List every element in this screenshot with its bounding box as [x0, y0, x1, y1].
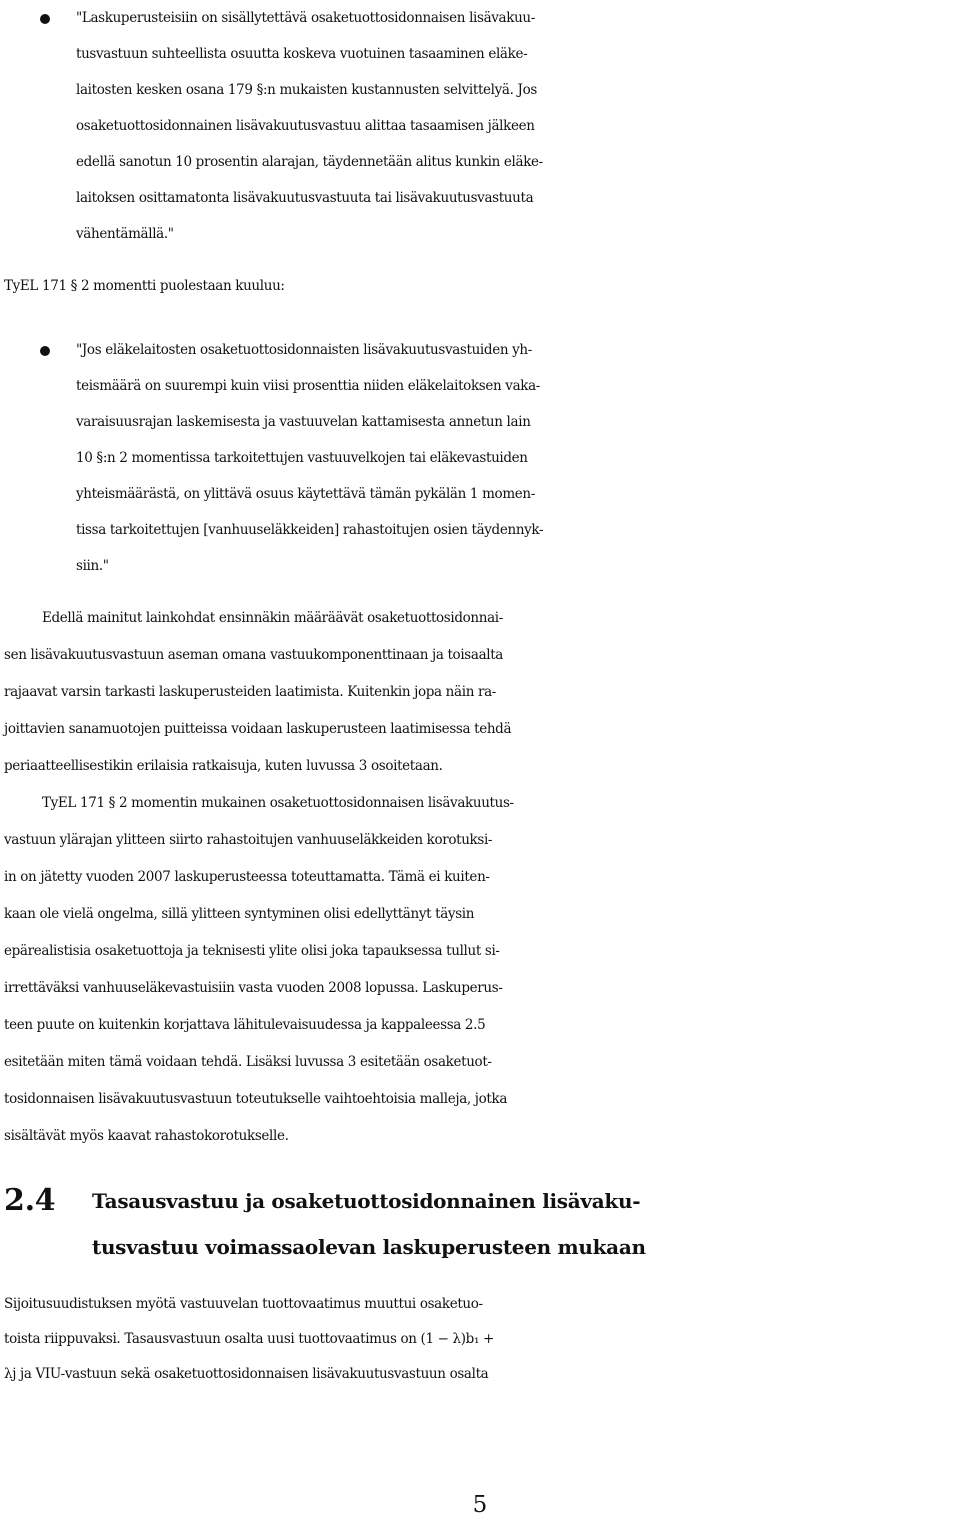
bullet2-line: "Jos eläkelaitosten osaketuottosidonnaisten lisävakuutusvastuiden yh- [76, 342, 532, 358]
bullet2-line: 10 §:n 2 momentissa tarkoitettujen vastuuvelkojen tai eläkevastuiden [76, 450, 528, 466]
bullet1-line: osaketuottosidonnainen lisävakuutusvastuu alittaa tasaamisen jälkeen [76, 118, 535, 134]
page-number: 5 [472, 1492, 488, 1518]
paragraph2-line: tosidonnaisen lisävakuutusvastuun toteutukselle vaihtoehtoisia malleja, jotka [4, 1091, 508, 1107]
bullet2-line: tissa tarkoitettujen [vanhuuseläkkeiden] rahastoitujen osien täydennyk- [76, 522, 544, 538]
paragraph2-line: kaan ole vielä ongelma, sillä ylitteen syntyminen olisi edellyttänyt täysin [4, 906, 475, 922]
bullet-marker-2 [40, 346, 50, 356]
paragraph1-line: Edellä mainitut lainkohdat ensinnäkin määräävät osaketuottosidonnai- [42, 610, 503, 626]
paragraph2-line: irrettäväksi vanhuuseläkevastuisiin vasta vuoden 2008 lopussa. Laskuperus- [4, 980, 503, 996]
bullet1-line: edellä sanotun 10 prosentin alarajan, täydennetään alitus kunkin eläke- [76, 154, 543, 170]
bullet2-line: siin." [76, 558, 109, 574]
section-number: 2.4 [4, 1183, 56, 1218]
bullet1-line: laitosten kesken osana 179 §:n mukaisten kustannusten selvittelyä. Jos [76, 82, 537, 98]
paragraph2-line: in on jätetty vuoden 2007 laskuperusteessa toteuttamatta. Tämä ei kuiten- [4, 869, 490, 885]
paragraph3-line: Sijoitusuudistuksen myötä vastuuvelan tuottovaatimus muuttui osaketuo- [4, 1296, 483, 1312]
intro-line: TyEL 171 § 2 momentti puolestaan kuuluu: [4, 278, 285, 294]
bullet-marker-1 [40, 14, 50, 24]
bullet1-line: "Laskuperusteisiin on sisällytettävä osaketuottosidonnaisen lisävakuu- [76, 10, 535, 26]
paragraph1-line: rajaavat varsin tarkasti laskuperusteiden laatimista. Kuitenkin jopa näin ra- [4, 684, 496, 700]
bullet2-line: varaisuusrajan laskemisesta ja vastuuvelan kattamisesta annetun lain [76, 414, 531, 430]
paragraph2-line: sisältävät myös kaavat rahastokorotukselle. [4, 1128, 289, 1144]
paragraph2-line: vastuun ylärajan ylitteen siirto rahastoitujen vanhuuseläkkeiden korotuksi- [4, 832, 493, 848]
paragraph1-line: sen lisävakuutusvastuun aseman omana vastuukomponenttinaan ja toisaalta [4, 647, 504, 663]
bullet2-line: teismäärä on suurempi kuin viisi prosenttia niiden eläkelaitoksen vaka- [76, 378, 541, 394]
paragraph2-line: esitetään miten tämä voidaan tehdä. Lisäksi luvussa 3 esitetään osaketuot- [4, 1054, 492, 1070]
paragraph1-line: periaatteellisestikin erilaisia ratkaisuja, kuten luvussa 3 osoitetaan. [4, 758, 443, 774]
bullet2-line: yhteismäärästä, on ylittävä osuus käytettävä tämän pykälän 1 momen- [76, 486, 535, 502]
paragraph3-line: toista riippuvaksi. Tasausvastuun osalta uusi tuottovaatimus on (1 − λ)b₁ + [4, 1331, 494, 1347]
paragraph2-line: teen puute on kuitenkin korjattava lähitulevaisuudessa ja kappaleessa 2.5 [4, 1017, 486, 1033]
bullet1-line: laitoksen osittamatonta lisävakuutusvastuuta tai lisävakuutusvastuuta [76, 190, 534, 206]
bullet1-line: tusvastuun suhteellista osuutta koskeva vuotuinen tasaaminen eläke- [76, 46, 528, 62]
section-title-line: Tasausvastuu ja osaketuottosidonnainen lisävaku- [92, 1189, 641, 1213]
paragraph1-line: joittavien sanamuotojen puitteissa voidaan laskuperusteen laatimisessa tehdä [4, 721, 512, 737]
paragraph3-line: λj ja VIU-vastuun sekä osaketuottosidonnaisen lisävakuutusvastuun osalta [4, 1366, 489, 1382]
paragraph2-line: TyEL 171 § 2 momentin mukainen osaketuottosidonnaisen lisävakuutus- [42, 795, 514, 811]
paragraph2-line: epärealistisia osaketuottoja ja teknisesti ylite olisi joka tapauksessa tullut si- [4, 943, 500, 959]
section-title-line: tusvastuu voimassaolevan laskuperusteen mukaan [92, 1235, 646, 1259]
bullet1-line: vähentämällä." [76, 226, 174, 242]
